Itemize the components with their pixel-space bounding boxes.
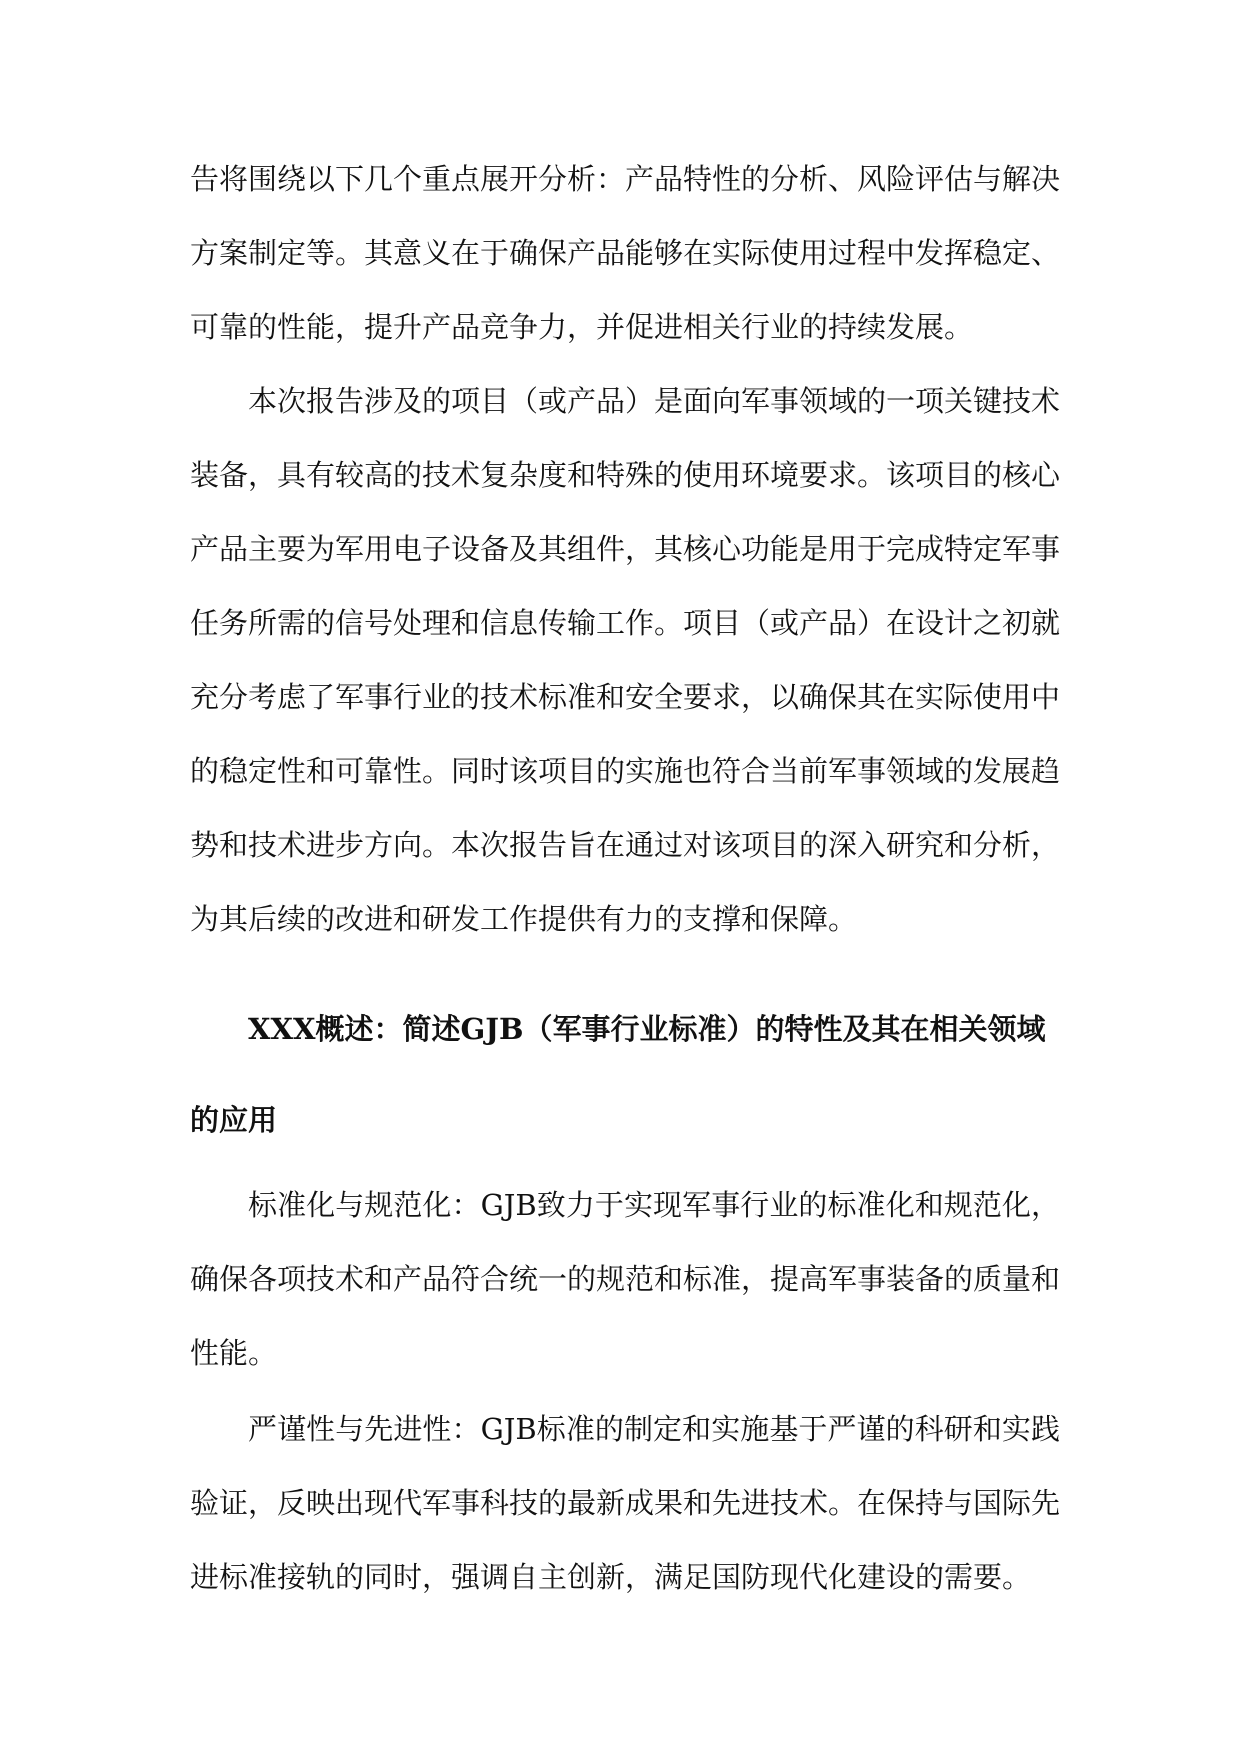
section-heading: XXX概述：简述GJB（军事行业标准）的特性及其在相关领域的应用 [190, 1012, 1046, 1137]
paragraph-project-overview: 本次报告涉及的项目（或产品）是面向军事领域的一项关键技术装备，具有较高的技术复杂度和特殊的使用环境要求。该项目的核心产品主要为军用电子设备及其组件，其核心功能是用于完成特定军事任务所需的信号处理和信息传输工作。项目（或产品）在设计之初就充分考虑了军事行业的技术标准和安全要求，以确保其在实际使用中的稳定性和可靠性。同时该项目的实施也符合当前军事领域的发展趋势和技术进步方向。本次报告旨在通过对该项目的深入研究和分析，为其后续的改进和研发工作提供有力的支撑和保障。 [190, 384, 1061, 936]
paragraph-standardization: 标准化与规范化：GJB致力于实现军事行业的标准化和规范化，确保各项技术和产品符合统一的规范和标准，提高军事装备的质量和性能。 [190, 1188, 1061, 1370]
paragraph-rigor-advancement: 严谨性与先进性：GJB标准的制定和实施基于严谨的科研和实践验证，反映出现代军事科技的最新成果和先进技术。在保持与国际先进标准接轨的同时，强调自主创新，满足国防现代化建设的需要。 [190, 1412, 1061, 1594]
document-body [190, 142, 1060, 1614]
paragraph-continuation: 告将围绕以下几个重点展开分析：产品特性的分析、风险评估与解决方案制定等。其意义在于确保产品能够在实际使用过程中发挥稳定、可靠的性能，提升产品竞争力，并促进相关行业的持续发展。 [190, 162, 1061, 344]
